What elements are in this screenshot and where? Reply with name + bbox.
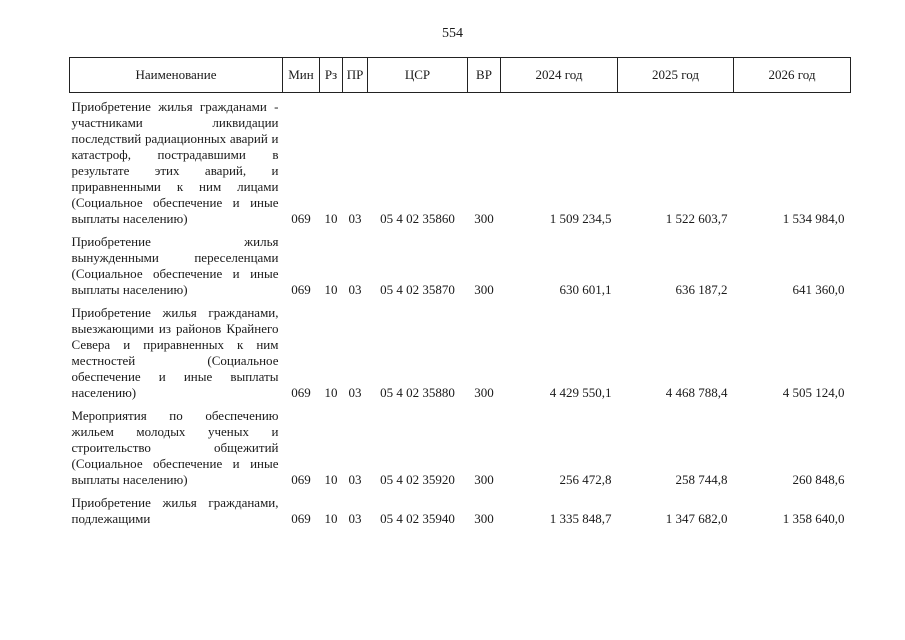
table-row: [70, 495, 851, 534]
budget-table: [69, 57, 851, 534]
row-name: Мероприятия по обеспечению жильем молодых ученых и строительство общежитий (Социальное обеспечение и иные выплаты населению): [71, 408, 279, 487]
header-2025: 2025 год: [618, 58, 734, 93]
row-2026: 4 505 124,0: [782, 385, 845, 400]
row-rz: 10: [324, 511, 338, 526]
row-2026: 1 358 640,0: [782, 511, 845, 526]
row-vr: 300: [474, 511, 494, 526]
row-name: Приобретение жилья вынужденными переселенцами (Социальное обеспечение и иные выплаты населению): [71, 234, 279, 297]
header-min: Мин: [283, 58, 320, 93]
row-min: 069: [291, 472, 311, 487]
row-2025: 258 744,8: [675, 472, 728, 487]
page-number: 554: [442, 26, 463, 41]
row-2024: 256 472,8: [559, 472, 612, 487]
row-2026: 641 360,0: [792, 282, 845, 297]
row-2025: 1 347 682,0: [665, 511, 728, 526]
row-pr: 03: [348, 385, 362, 400]
row-2026: 260 848,6: [792, 472, 845, 487]
row-vr: 300: [474, 282, 494, 297]
header-vr: ВР: [468, 58, 501, 93]
row-2026: 1 534 984,0: [782, 211, 845, 226]
header-rz: Рз: [320, 58, 343, 93]
row-name: Приобретение жилья гражданами, выезжающими из районов Крайнего Севера и приравненных к ним местностей (Социальное обеспечение и иные выплаты населению): [71, 305, 279, 400]
row-2025: 636 187,2: [675, 282, 728, 297]
row-min: 069: [291, 282, 311, 297]
table-row: [70, 93, 851, 235]
table-row: [70, 408, 851, 495]
row-2025: 4 468 788,4: [665, 385, 728, 400]
row-csr: 05 4 02 35870: [380, 282, 455, 297]
row-2024: 1 509 234,5: [549, 211, 612, 226]
row-rz: 10: [324, 282, 338, 297]
row-2024: 4 429 550,1: [549, 385, 612, 400]
header-2026: 2026 год: [734, 58, 851, 93]
row-name: Приобретение жилья гражданами - участниками ликвидации последствий радиационных аварий и катастроф, пострадавшими в результате этих аварий, и приравненными к ним лицами (Социальное обеспечение и иные выплаты населению): [71, 99, 279, 226]
row-rz: 10: [324, 472, 338, 487]
row-csr: 05 4 02 35880: [380, 385, 455, 400]
header-csr: ЦСР: [368, 58, 468, 93]
row-pr: 03: [348, 511, 362, 526]
header-row: [70, 58, 851, 93]
table-row: [70, 234, 851, 305]
row-csr: 05 4 02 35920: [380, 472, 455, 487]
row-vr: 300: [474, 385, 494, 400]
row-pr: 03: [348, 211, 362, 226]
row-rz: 10: [324, 211, 338, 226]
header-pr: ПР: [343, 58, 368, 93]
row-pr: 03: [348, 282, 362, 297]
row-csr: 05 4 02 35940: [380, 511, 455, 526]
row-name: Приобретение жилья гражданами, подлежащими: [71, 495, 279, 526]
row-vr: 300: [474, 472, 494, 487]
row-2025: 1 522 603,7: [665, 211, 728, 226]
row-rz: 10: [324, 385, 338, 400]
row-min: 069: [291, 211, 311, 226]
row-min: 069: [291, 385, 311, 400]
row-csr: 05 4 02 35860: [380, 211, 455, 226]
row-2024: 1 335 848,7: [549, 511, 612, 526]
row-min: 069: [291, 511, 311, 526]
header-2024: 2024 год: [501, 58, 618, 93]
row-2024: 630 601,1: [559, 282, 612, 297]
table-row: [70, 305, 851, 408]
row-vr: 300: [474, 211, 494, 226]
header-name: Наименование: [70, 58, 283, 93]
row-pr: 03: [348, 472, 362, 487]
